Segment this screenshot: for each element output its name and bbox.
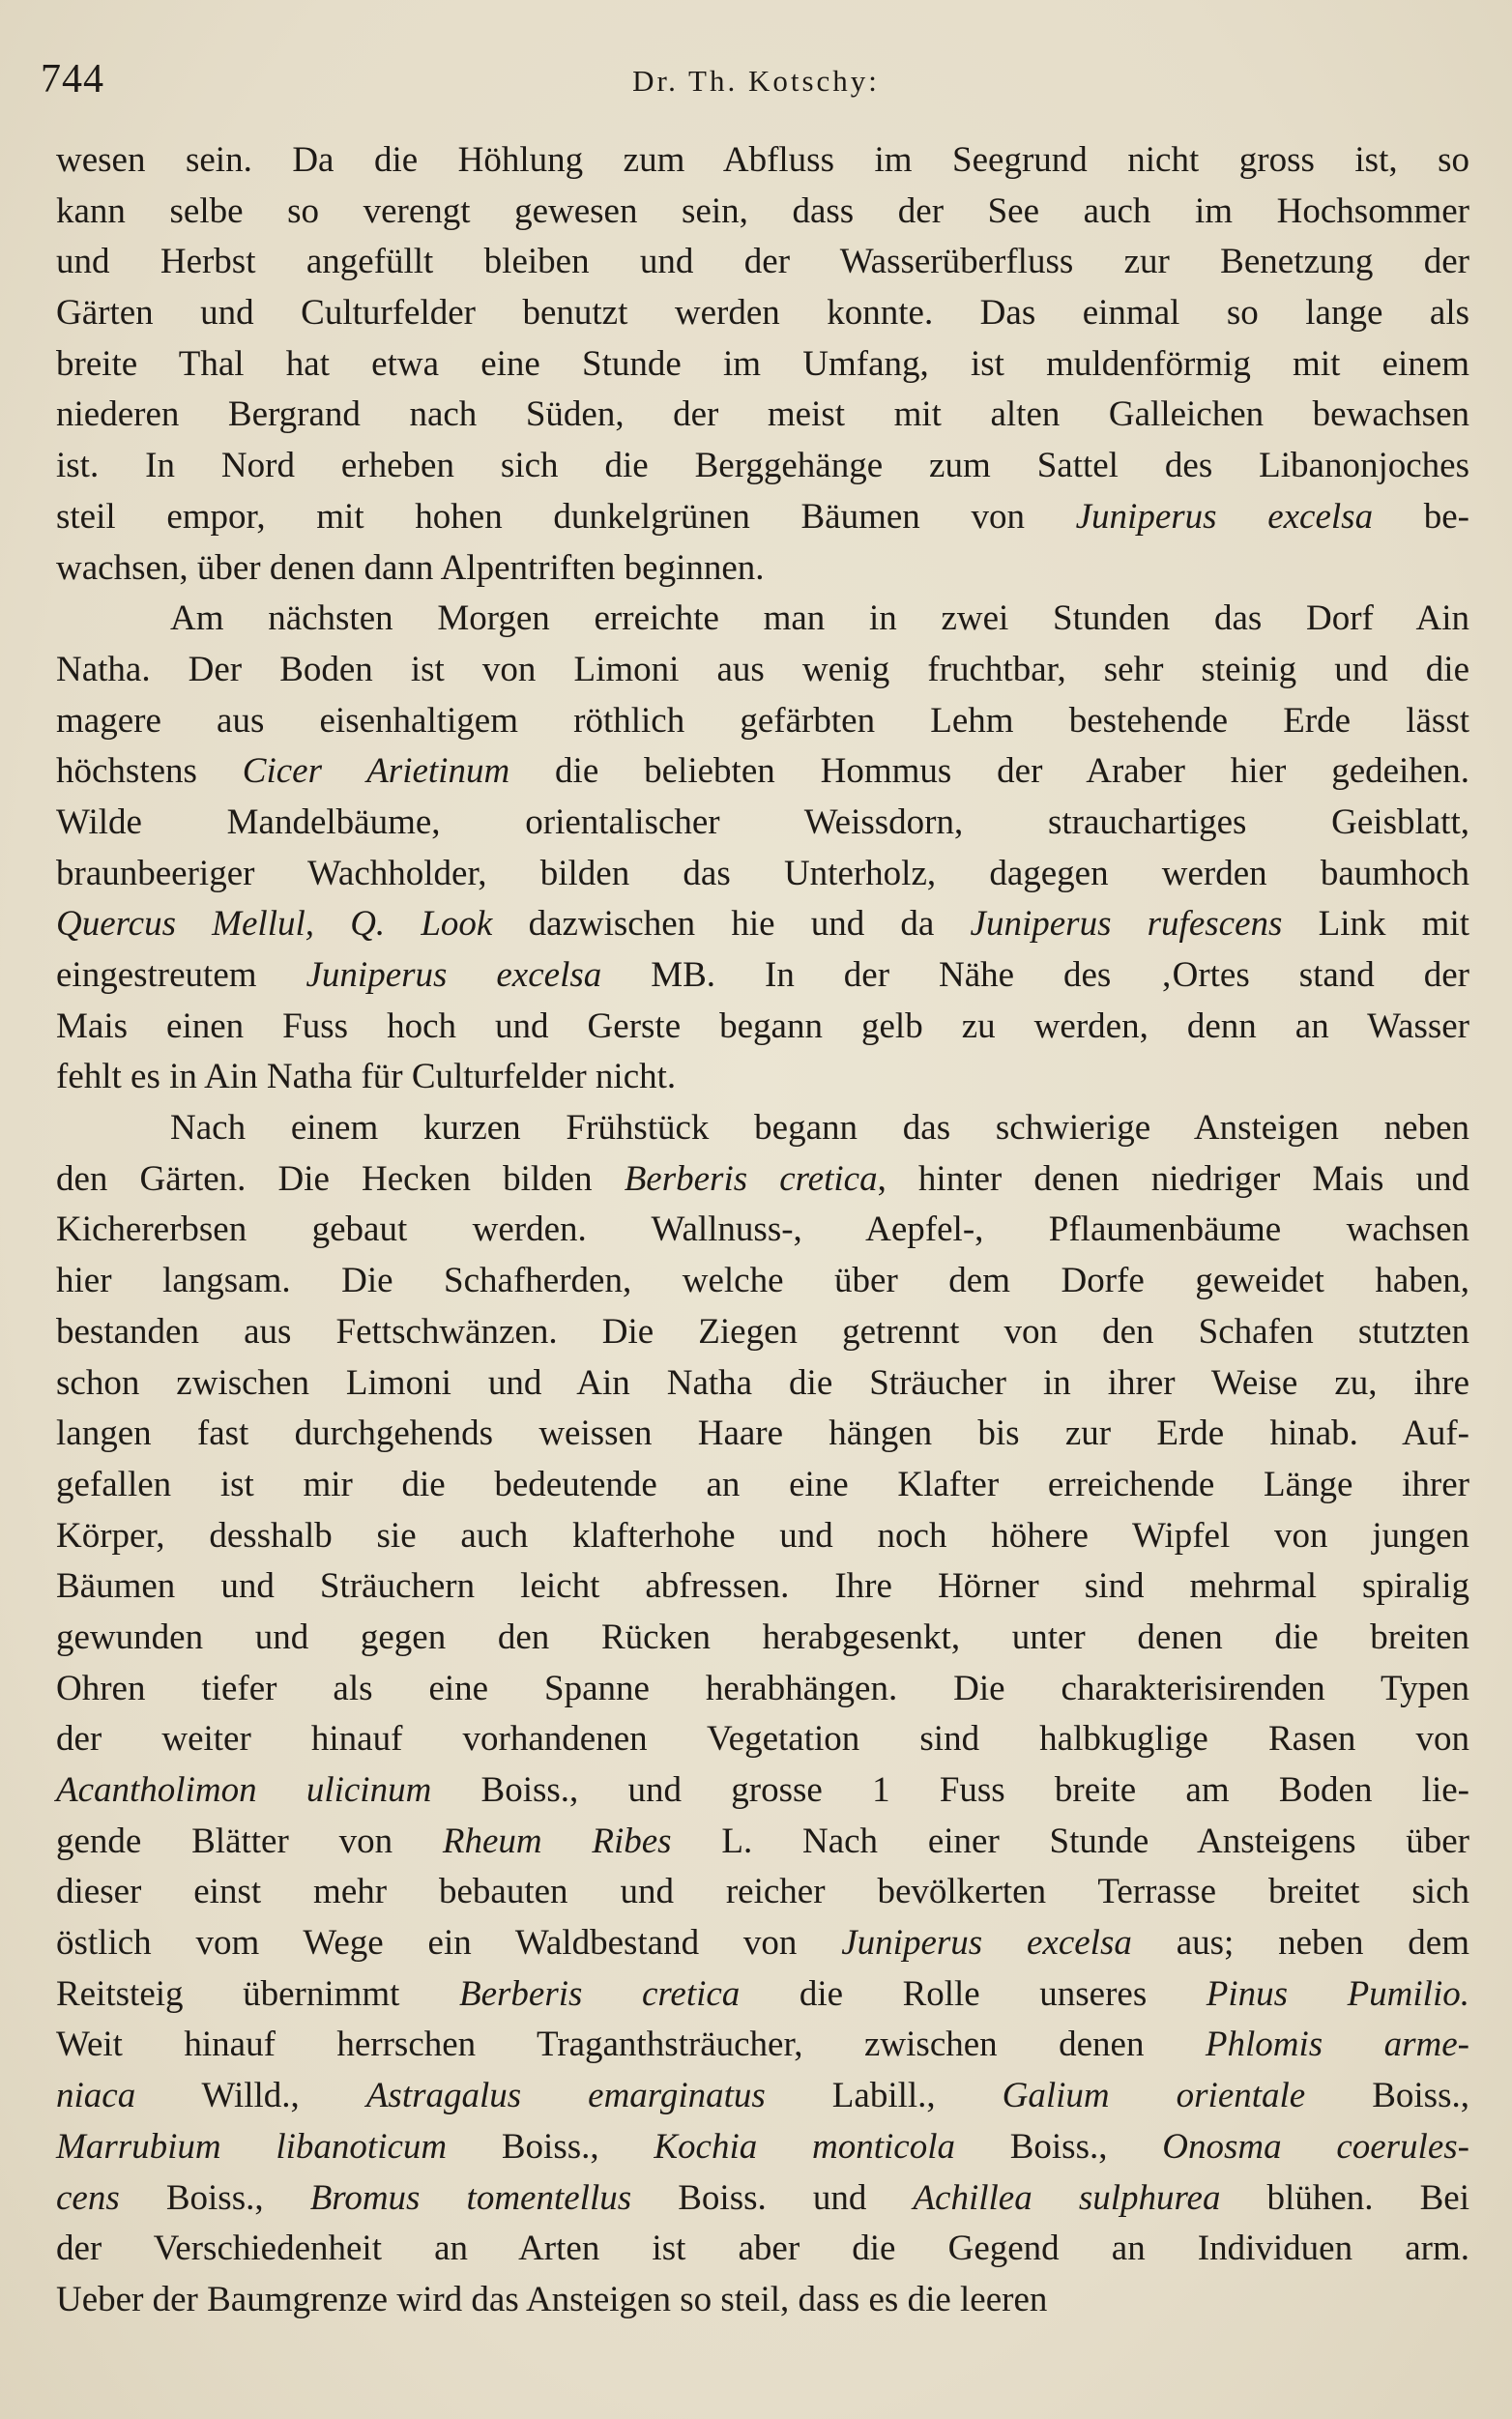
text-segment: die Rolle unseres	[740, 1973, 1207, 2014]
text-segment: Boiss.,	[1305, 2076, 1469, 2116]
species-name: Bromus tomentellus	[309, 2177, 632, 2218]
text-line	[56, 696, 1469, 747]
page-header	[41, 50, 1471, 108]
text-segment: magere aus eisenhaltigem röthlich gefärbten Lehm bestehende Erde lässt	[56, 700, 1469, 741]
text-segment: Boiss.,	[954, 2126, 1163, 2167]
species-name: Cicer Arietinum	[242, 751, 510, 792]
text-line	[56, 1613, 1469, 1664]
text-segment: Kichererbsen gebaut werden. Wallnuss-, Aepfel-, Pflaumenbäume wachsen	[56, 1210, 1469, 1250]
text-segment: gende Blätter von	[56, 1821, 443, 1861]
page-number: 744	[41, 57, 104, 102]
text-segment: , hinter denen niedriger Mais und	[877, 1158, 1469, 1199]
text-line	[56, 1307, 1469, 1358]
text-segment: bestanden aus Fettschwänzen. Die Ziegen getrennt von den Schafen stutzten	[56, 1311, 1469, 1352]
text-segment: eingestreutem	[56, 955, 306, 995]
text-line	[56, 950, 1469, 1002]
species-name: Phlomis arme-	[1205, 2025, 1469, 2065]
text-segment: gewunden und gegen den Rücken herabgesenkt, unter denen die breiten	[56, 1617, 1469, 1657]
text-line	[56, 899, 1469, 950]
text-segment: L. Nach einer Stunde Ansteigens über	[671, 1821, 1470, 1861]
species-name: Acantholimon ulicinum	[56, 1770, 432, 1810]
species-name: Berberis cretica	[624, 1158, 878, 1199]
text-segment: Ohren tiefer als eine Spanne herabhängen. Die charakterisirenden Typen	[56, 1668, 1469, 1708]
text-segment: höchstens	[56, 751, 243, 792]
species-name: cens	[56, 2177, 120, 2218]
text-line	[56, 135, 1469, 187]
text-segment: Labill.,	[765, 2076, 1003, 2116]
text-segment: blühen. Bei	[1220, 2177, 1469, 2218]
text-line	[56, 288, 1469, 339]
text-line	[56, 849, 1469, 900]
species-name: Marrubium libanoticum	[56, 2126, 448, 2167]
text-line	[56, 746, 1469, 798]
text-line	[56, 339, 1469, 391]
text-segment: Wilde Mandelbäume, orientalischer Weissdorn, strauchartiges Geisblatt,	[56, 801, 1469, 842]
text-segment: langen fast durchgehends weissen Haare hängen bis zur Erde hinab. Auf-	[56, 1414, 1469, 1454]
text-line	[56, 1256, 1469, 1307]
text-line	[56, 1867, 1469, 1918]
text-segment: wachsen, über denen dann Alpentriften beginnen.	[56, 547, 765, 588]
text-segment: aus; neben dem	[1131, 1923, 1469, 1964]
text-segment: MB. In der Nähe des ‚Ortes stand der	[601, 955, 1469, 995]
text-segment: der Verschiedenheit an Arten ist aber die Gegend an Individuen arm.	[56, 2229, 1469, 2269]
text-segment: schon zwischen Limoni und Ain Natha die Sträucher in ihrer Weise zu, ihre	[56, 1362, 1469, 1403]
species-name: Kochia monticola	[654, 2126, 955, 2167]
text-segment: kann selbe so verengt gewesen sein, dass der See auch im Hochsommer	[56, 190, 1469, 231]
text-segment: Natha. Der Boden ist von Limoni aus wenig fruchtbar, sehr steinig und die	[56, 649, 1469, 689]
text-segment: den Gärten. Die Hecken bilden	[56, 1158, 625, 1199]
species-name: Pinus Pumilio.	[1206, 1973, 1469, 2014]
text-segment: Nach einem kurzen Frühstück begann das schwierige Ansteigen neben	[170, 1108, 1469, 1149]
text-line	[56, 1409, 1469, 1460]
text-line	[56, 1817, 1469, 1868]
text-segment: dazwischen hie und da	[492, 904, 971, 945]
species-name: niaca	[56, 2076, 136, 2116]
text-segment: Weit hinauf herrschen Traganthsträucher, zwischen denen	[56, 2025, 1206, 2065]
species-name: Juniperus excelsa	[841, 1923, 1132, 1964]
text-segment: Boiss.,	[119, 2177, 310, 2218]
text-segment: Boiss.,	[447, 2126, 654, 2167]
text-segment: wesen sein. Da die Höhlung zum Abfluss im Seegrund nicht gross ist, so	[56, 140, 1469, 180]
species-name: Galium orientale	[1002, 2076, 1306, 2116]
text-segment: Link mit	[1282, 904, 1470, 945]
text-line	[56, 2020, 1469, 2071]
text-segment: breite Thal hat etwa eine Stunde im Umfang, ist muldenförmig mit einem	[56, 343, 1469, 384]
text-line	[56, 543, 1469, 595]
text-segment: Mais einen Fuss hoch und Gerste begann gelb zu werden, denn an Wasser	[56, 1005, 1469, 1046]
species-name: Juniperus excelsa	[1075, 496, 1374, 537]
text-segment: hier langsam. Die Schafherden, welche über dem Dorfe geweidet haben,	[56, 1261, 1469, 1301]
text-segment: fehlt es in Ain Natha für Culturfelder nicht.	[56, 1057, 677, 1097]
text-segment: Ueber der Baumgrenze wird das Ansteigen so steil, dass es die leeren	[56, 2279, 1048, 2319]
text-segment: ist. In Nord erheben sich die Berggehänge zum Sattel des Libanonjoches	[56, 446, 1469, 486]
text-line	[56, 1052, 1469, 1103]
text-segment: der weiter hinauf vorhandenen Vegetation sind halbkuglige Rasen von	[56, 1719, 1469, 1760]
text-line	[56, 390, 1469, 441]
text-line	[56, 1918, 1469, 1969]
text-segment: steil empor, mit hohen dunkelgrünen Bäumen von	[56, 496, 1076, 537]
text-segment: Boiss. und	[631, 2177, 914, 2218]
text-line	[56, 2275, 1469, 2326]
text-line	[56, 1561, 1469, 1613]
text-segment: Am nächsten Morgen erreichte man in zwei Stunden das Dorf Ain	[170, 598, 1469, 639]
text-line	[56, 1664, 1469, 1715]
running-head: Dr. Th. Kotschy:	[632, 64, 880, 98]
text-line	[56, 2071, 1469, 2122]
species-name: Juniperus excelsa	[305, 955, 602, 995]
text-line	[56, 594, 1469, 645]
text-segment: Reitsteig übernimmt	[56, 1973, 459, 2014]
species-name: Onosma coerules-	[1162, 2126, 1469, 2167]
text-line	[56, 1358, 1469, 1410]
text-segment: östlich vom Wege ein Waldbestand von	[56, 1923, 842, 1964]
text-line	[56, 1765, 1469, 1817]
text-segment: Bäumen und Sträuchern leicht abfressen. Ihre Hörner sind mehrmal spiralig	[56, 1566, 1469, 1607]
text-line	[56, 187, 1469, 238]
species-name: Quercus Mellul, Q. Look	[56, 904, 493, 945]
text-segment: Körper, desshalb sie auch klafterhohe und noch höhere Wipfel von jungen	[56, 1515, 1469, 1556]
text-segment: Willd.,	[135, 2076, 366, 2116]
text-segment: be-	[1373, 496, 1470, 537]
text-line	[56, 645, 1469, 696]
species-name: Rheum Ribes	[442, 1821, 672, 1861]
text-line	[56, 1154, 1469, 1206]
text-line	[56, 237, 1469, 288]
text-line	[56, 492, 1469, 543]
text-line	[56, 1511, 1469, 1562]
text-line	[56, 1714, 1469, 1765]
text-line	[56, 1002, 1469, 1053]
text-line	[56, 2173, 1469, 2225]
text-segment: Gärten und Culturfelder benutzt werden konnte. Das einmal so lange als	[56, 293, 1469, 334]
text-line	[56, 2224, 1469, 2275]
text-line	[56, 2122, 1469, 2173]
species-name: Achillea sulphurea	[913, 2177, 1221, 2218]
text-segment: niederen Bergrand nach Süden, der meist mit alten Galleichen bewachsen	[56, 394, 1469, 435]
species-name: Astragalus emarginatus	[365, 2076, 766, 2116]
text-line	[56, 1460, 1469, 1511]
species-name: Juniperus rufescens	[970, 904, 1283, 945]
text-line	[56, 441, 1469, 492]
text-segment: gefallen ist mir die bedeutende an eine Klafter erreichende Länge ihrer	[56, 1464, 1469, 1504]
species-name: Berberis cretica	[458, 1973, 741, 2014]
text-segment: braunbeeriger Wachholder, bilden das Unterholz, dagegen werden baumhoch	[56, 853, 1469, 893]
text-line	[56, 1969, 1469, 2021]
body-text	[56, 135, 1469, 2326]
text-line	[56, 1205, 1469, 1256]
text-line	[56, 1103, 1469, 1154]
text-segment: die beliebten Hommus der Araber hier gedeihen.	[509, 751, 1469, 792]
text-segment: Boiss., und grosse 1 Fuss breite am Boden lie-	[431, 1770, 1469, 1810]
text-segment: und Herbst angefüllt bleiben und der Wasserüberfluss zur Benetzung der	[56, 242, 1469, 282]
text-segment: dieser einst mehr bebauten und reicher bevölkerten Terrasse breitet sich	[56, 1872, 1469, 1912]
text-line	[56, 798, 1469, 849]
